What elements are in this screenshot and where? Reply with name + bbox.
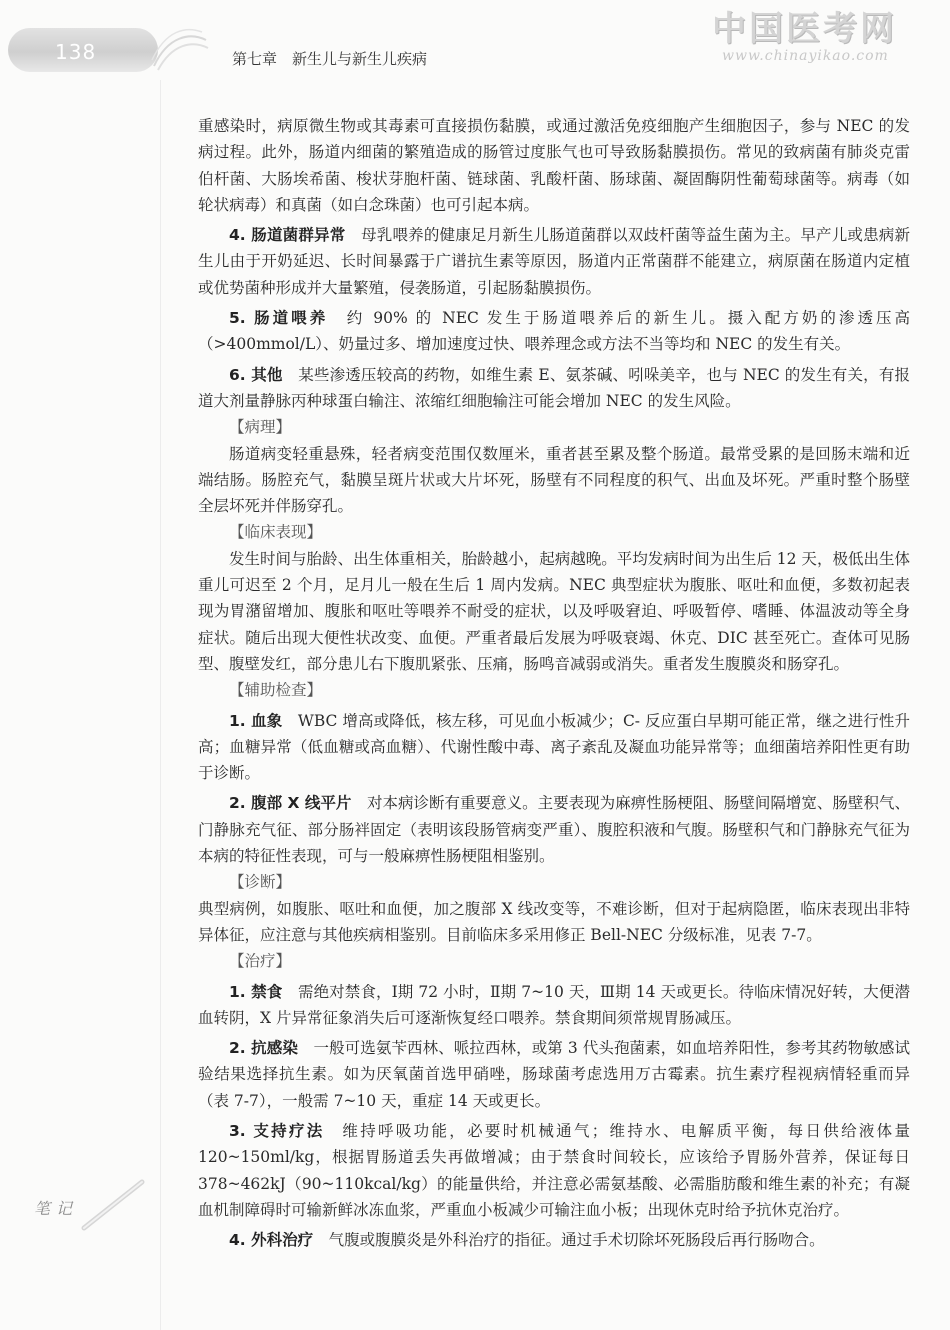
- decorative-swirl-icon: [150, 26, 210, 74]
- section-heading-diagnosis: 【诊断】: [229, 873, 292, 892]
- margin-rule: [160, 80, 161, 1330]
- watermark-site-name: 中国医考网: [712, 9, 897, 49]
- paragraph: 肠道病变轻重悬殊，轻者病变范围仅数厘米，重者甚至累及整个肠道。最常受累的是回肠末端和近端结肠。肠腔充气，黏膜呈斑片状或大片坏死，肠壁有不同程度的积气、出血及坏死。严重时整个肠壁全层坏死并伴肠穿孔。: [198, 444, 910, 516]
- item-heading: 2. 抗感染: [229, 1039, 298, 1058]
- paragraph: 发生时间与胎龄、出生体重相关，胎龄越小，起病越晚。平均发病时间为出生后 12 天，极低出生体重儿可迟至 2 个月，足月儿一般在生后 1 周内发病。NEC 典型症状为腹胀、呕吐和血便，多数初起表现为胃潴留增加、腹胀和呕吐等喂养不耐受的症状，以及呼吸窘迫、呼吸暂停、嗜睡、体温波动等全身症状。随后出现大便性状改变、血便。严重者最后发展为呼吸衰竭、休克、DIC 甚至死亡。查体可见肠型、腹壁发红，部分患儿右下腹肌紧张、压痛，肠鸣音减弱或消失。重者发生腹膜炎和肠穿孔。: [198, 549, 910, 673]
- item-heading: 2. 腹部 X 线平片: [229, 794, 352, 813]
- chapter-title: 第七章 新生儿与新生儿疾病: [232, 50, 428, 68]
- section-heading-pathology: 【病理】: [229, 418, 292, 437]
- section-heading-clinical: 【临床表现】: [229, 523, 323, 542]
- paragraph: 典型病例，如腹胀、呕吐和血便，加之腹部 X 线改变等，不难诊断，但对于起病隐匿，临床表现出非特异体征，应注意与其他疾病相鉴别。目前临床多采用修正 Bell-NEC 分级标准，见表 7-7。: [198, 899, 910, 944]
- paragraph: [198, 979, 910, 1032]
- paragraph: [198, 1035, 910, 1114]
- pen-icon: [78, 1176, 148, 1232]
- item-text: WBC 增高或降低，核左移，可见血小板减少；C- 反应蛋白早期可能正常，继之进行性升高；血糖异常（低血糖或高血糖）、代谢性酸中毒、离子紊乱及凝血功能异常等；血细菌培养阳性更有助于诊断。: [198, 711, 910, 783]
- body-text: [198, 113, 910, 1253]
- item-heading: 4. 肠道菌群异常: [229, 226, 346, 245]
- watermark: [712, 10, 944, 70]
- paragraph: 重感染时，病原微生物或其毒素可直接损伤黏膜，或通过激活免疫细胞产生细胞因子，参与 NEC 的发病过程。此外，肠道内细菌的繁殖造成的肠管过度胀气也可导致肠黏膜损伤。常见的致病菌有肺炎克雷伯杆菌、大肠埃希菌、梭状芽胞杆菌、链球菌、乳酸杆菌、肠球菌、凝固酶阴性葡萄球菌等。病毒（如轮状病毒）和真菌（如白念珠菌）也可引起本病。: [198, 117, 910, 214]
- item-text: 维持呼吸功能，必要时机械通气；维持水、电解质平衡，每日供给液体量 120~150ml/kg，根据胃肠道丢失再做增减；由于禁食时间较长，应该给予胃肠外营养，保证每日 378~462kJ（90~110kcal/kg）的能量供给，并注意必需氨基酸、必需脂肪酸和维生素的补充；有凝血机制障碍时可输新鲜冰冻血浆，严重血小板减少可输注血小板；出现休克时给予抗休克治疗。: [198, 1121, 910, 1219]
- paragraph: [198, 790, 910, 869]
- paragraph: [198, 305, 910, 358]
- section-heading-auxiliary-exam: 【辅助检查】: [229, 681, 323, 700]
- item-heading: 3. 支持疗法: [229, 1121, 325, 1140]
- item-heading: 5. 肠道喂养: [229, 309, 329, 328]
- item-text: 气腹或腹膜炎是外科治疗的指征。通过手术切除坏死肠段后再行肠吻合。: [313, 1231, 825, 1250]
- watermark-url: www.chinayikao.com: [722, 48, 889, 64]
- item-heading: 1. 血象: [229, 711, 283, 730]
- paragraph: [198, 222, 910, 301]
- item-text: 需绝对禁食，Ⅰ期 72 小时，Ⅱ期 7~10 天，Ⅲ期 14 天或更长。待临床情况好转，大便潜血转阴，X 片异常征象消失后可逐渐恢复经口喂养。禁食期间须常规胃肠减压。: [198, 982, 910, 1027]
- paragraph: [198, 1118, 910, 1223]
- item-text: 母乳喂养的健康足月新生儿肠道菌群以双歧杆菌等益生菌为主。早产儿或患病新生儿由于开奶延迟、长时间暴露于广谱抗生素等原因，肠道内正常菌群不能建立，病原菌在肠道内定植或优势菌种形成并大量繁殖，侵袭肠道，引起肠黏膜损伤。: [198, 226, 910, 297]
- item-heading: 6. 其他: [229, 365, 283, 384]
- item-heading: 1. 禁食: [229, 982, 283, 1001]
- item-heading: 4. 外科治疗: [229, 1231, 314, 1250]
- item-text: 某些渗透压较高的药物，如维生素 E、氨茶碱、吲哚美辛，也与 NEC 的发生有关，有报道大剂量静脉丙种球蛋白输注、浓缩红细胞输注可能会增加 NEC 的发生风险。: [198, 365, 910, 410]
- item-text: 一般可选氨苄西林、哌拉西林，或第 3 代头孢菌素，如血培养阳性，参考其药物敏感试验结果选择抗生素。如为厌氧菌首选甲硝唑，肠球菌考虑选用万古霉素。抗生素疗程视病情轻重而异（表 7-7），一般需 7~10 天，重症 14 天或更长。: [198, 1039, 910, 1110]
- item-text: 对本病诊断有重要意义。主要表现为麻痹性肠梗阻、肠壁间隔增宽、肠壁积气、门静脉充气征、部分肠袢固定（表明该段肠管病变严重）、腹腔积液和气腹。肠壁积气和门静脉充气征为本病的特征性表现，可与一般麻痹性肠梗阻相鉴别。: [198, 794, 910, 866]
- item-text: 约 90% 的 NEC 发生于肠道喂养后的新生儿。摄入配方奶的渗透压高（>400mmol/L）、奶量过多、增加速度过快、喂养理念或方法不当等均和 NEC 的发生有关。: [198, 309, 910, 354]
- paragraph: [198, 362, 910, 415]
- notes-label: 笔记: [34, 1199, 79, 1218]
- paragraph: [198, 1227, 910, 1253]
- section-heading-treatment: 【治疗】: [229, 952, 292, 971]
- page-number: 138: [55, 40, 97, 64]
- paragraph: [198, 708, 910, 787]
